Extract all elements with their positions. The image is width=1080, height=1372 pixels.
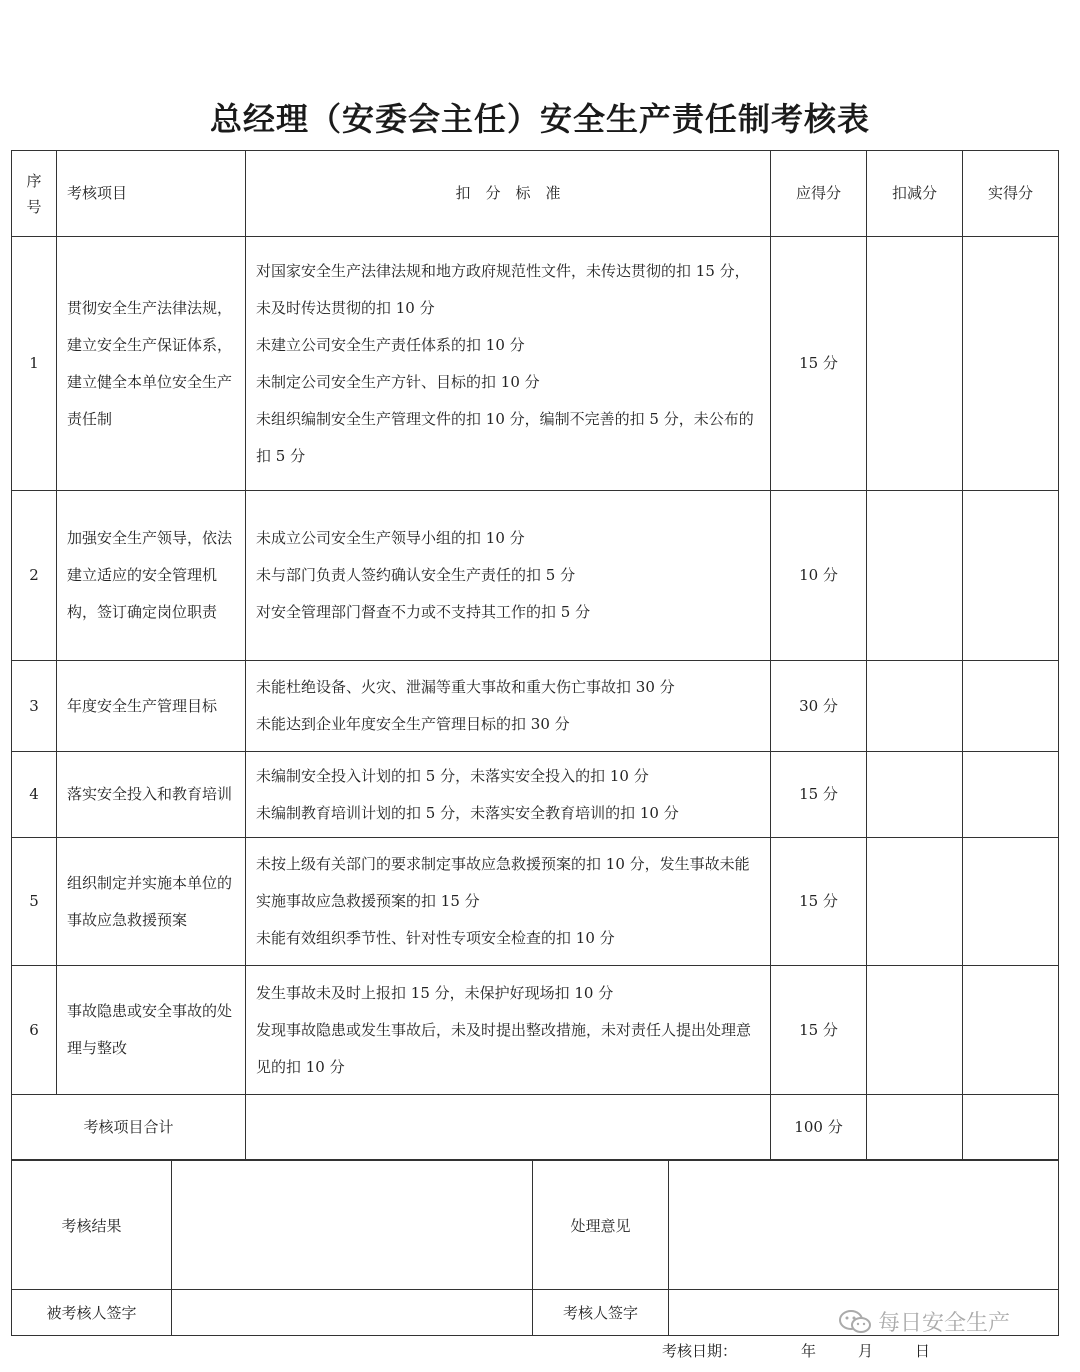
- row-seq: 2: [12, 491, 57, 661]
- table-row: [12, 661, 1059, 752]
- row-criteria: [246, 752, 771, 838]
- row-criteria: [246, 661, 771, 752]
- row-due: 15 分: [771, 966, 867, 1095]
- criteria-line: 未与部门负责人签约确认安全生产责任的扣 5 分: [256, 566, 576, 584]
- row-actual-cell[interactable]: [963, 752, 1059, 838]
- criteria-line: 未制定公司安全生产方针、目标的扣 10 分: [256, 372, 540, 391]
- header-actual: 实得分: [963, 151, 1059, 237]
- row-item: 组织制定并实施本单位的事故应急救援预案: [57, 838, 246, 966]
- opinion-label: 处理意见: [533, 1161, 669, 1290]
- table-row: [12, 752, 1059, 838]
- assessor-sign-label: 考核人签字: [533, 1290, 669, 1336]
- row-item: 贯彻安全生产法律法规，建立安全生产保证体系，建立健全本单位安全生产责任制: [57, 237, 246, 491]
- criteria-line: 未编制教育培训计划的扣 5 分，未落实安全教育培训的扣 10 分: [256, 803, 679, 822]
- row-due: 15 分: [771, 838, 867, 966]
- criteria-line: 未组织编制安全生产管理文件的扣 10 分，编制不完善的扣 5 分，未公布的扣 5 分: [256, 409, 754, 465]
- row-due: 15 分: [771, 237, 867, 491]
- criteria-line: 未建立公司安全生产责任体系的扣 10 分: [256, 335, 525, 354]
- table-header-row: [12, 151, 1059, 237]
- row-seq: 1: [12, 237, 57, 491]
- total-label: 考核项目合计: [12, 1095, 246, 1160]
- row-actual-cell[interactable]: [963, 661, 1059, 752]
- row-deduct-cell[interactable]: [867, 661, 963, 752]
- row-item: 落实安全投入和教育培训: [57, 752, 246, 838]
- row-due: 10 分: [771, 491, 867, 661]
- date-label: 考核日期：: [662, 1342, 738, 1360]
- date-month: 月: [858, 1342, 874, 1360]
- date-day: 日: [915, 1342, 931, 1360]
- header-seq-text: 序 号: [26, 171, 42, 216]
- result-field[interactable]: [172, 1161, 533, 1290]
- row-actual-cell[interactable]: [963, 491, 1059, 661]
- table-row: [12, 838, 1059, 966]
- criteria-line: 未编制安全投入计划的扣 5 分，未落实安全投入的扣 10 分: [256, 766, 649, 785]
- row-seq: 4: [12, 752, 57, 838]
- header-deduct: 扣减分: [867, 151, 963, 237]
- table-row: [12, 491, 1059, 661]
- total-row: [12, 1095, 1059, 1160]
- criteria-line: 发现事故隐患或发生事故后，未及时提出整改措施，未对责任人提出处理意见的扣 10 分: [256, 1020, 752, 1076]
- header-due: 应得分: [771, 151, 867, 237]
- result-label: 考核结果: [12, 1161, 172, 1290]
- result-row: [12, 1161, 1059, 1290]
- row-actual-cell[interactable]: [963, 237, 1059, 491]
- row-criteria: [246, 491, 771, 661]
- row-item: 年度安全生产管理目标: [57, 661, 246, 752]
- row-criteria: [246, 966, 771, 1095]
- criteria-line: 对安全管理部门督查不力或不支持其工作的扣 5 分: [256, 603, 591, 621]
- total-deduct-cell[interactable]: [867, 1095, 963, 1160]
- row-due: 30 分: [771, 661, 867, 752]
- criteria-line: 对国家安全生产法律法规和地方政府规范性文件，未传达贯彻的扣 15 分，未及时传达贯彻的扣 10 分: [256, 261, 750, 317]
- row-deduct-cell[interactable]: [867, 752, 963, 838]
- row-deduct-cell[interactable]: [867, 838, 963, 966]
- row-item: 事故隐患或安全事故的处理与整改: [57, 966, 246, 1095]
- header-criteria: 扣 分 标 准: [246, 151, 771, 237]
- row-deduct-cell[interactable]: [867, 966, 963, 1095]
- page-title: 总经理（安委会主任）安全生产责任制考核表: [209, 100, 870, 138]
- row-due: 15 分: [771, 752, 867, 838]
- assessee-sign-field[interactable]: [172, 1290, 533, 1336]
- header-seq: [12, 151, 57, 237]
- assessment-table: [11, 150, 1059, 1160]
- assessee-sign-label: 被考核人签字: [12, 1290, 172, 1336]
- row-deduct-cell[interactable]: [867, 491, 963, 661]
- row-seq: 5: [12, 838, 57, 966]
- date-year: 年: [801, 1342, 817, 1360]
- row-seq: 3: [12, 661, 57, 752]
- row-criteria: [246, 237, 771, 491]
- opinion-field[interactable]: [669, 1161, 1059, 1290]
- watermark-text: 每日安全生产: [878, 1311, 1011, 1336]
- row-item: 加强安全生产领导，依法建立适应的安全管理机构，签订确定岗位职责: [57, 491, 246, 661]
- criteria-line: 未按上级有关部门的要求制定事故应急救援预案的扣 10 分，发生事故未能实施事故应急救援预案的扣 15 分: [256, 855, 750, 910]
- criteria-line: 未成立公司安全生产领导小组的扣 10 分: [256, 529, 525, 547]
- row-deduct-cell[interactable]: [867, 237, 963, 491]
- watermark: [838, 1306, 1010, 1337]
- row-actual-cell[interactable]: [963, 838, 1059, 966]
- row-criteria: [246, 838, 771, 966]
- table-row: [12, 966, 1059, 1095]
- header-item: 考核项目: [57, 151, 246, 237]
- assessment-date: [662, 1340, 930, 1361]
- row-actual-cell[interactable]: [963, 966, 1059, 1095]
- criteria-line: 未能达到企业年度安全生产管理目标的扣 30 分: [256, 715, 570, 733]
- total-criteria-cell: [246, 1095, 771, 1160]
- criteria-line: 发生事故未及时上报扣 15 分，未保护好现场扣 10 分: [256, 983, 614, 1002]
- table-row: [12, 237, 1059, 491]
- row-seq: 6: [12, 966, 57, 1095]
- criteria-line: 未能有效组织季节性、针对性专项安全检查的扣 10 分: [256, 929, 615, 947]
- wechat-icon: [838, 1309, 872, 1335]
- total-actual-cell[interactable]: [963, 1095, 1059, 1160]
- criteria-line: 未能杜绝设备、火灾、泄漏等重大事故和重大伤亡事故扣 30 分: [256, 678, 675, 696]
- total-due: 100 分: [771, 1095, 867, 1160]
